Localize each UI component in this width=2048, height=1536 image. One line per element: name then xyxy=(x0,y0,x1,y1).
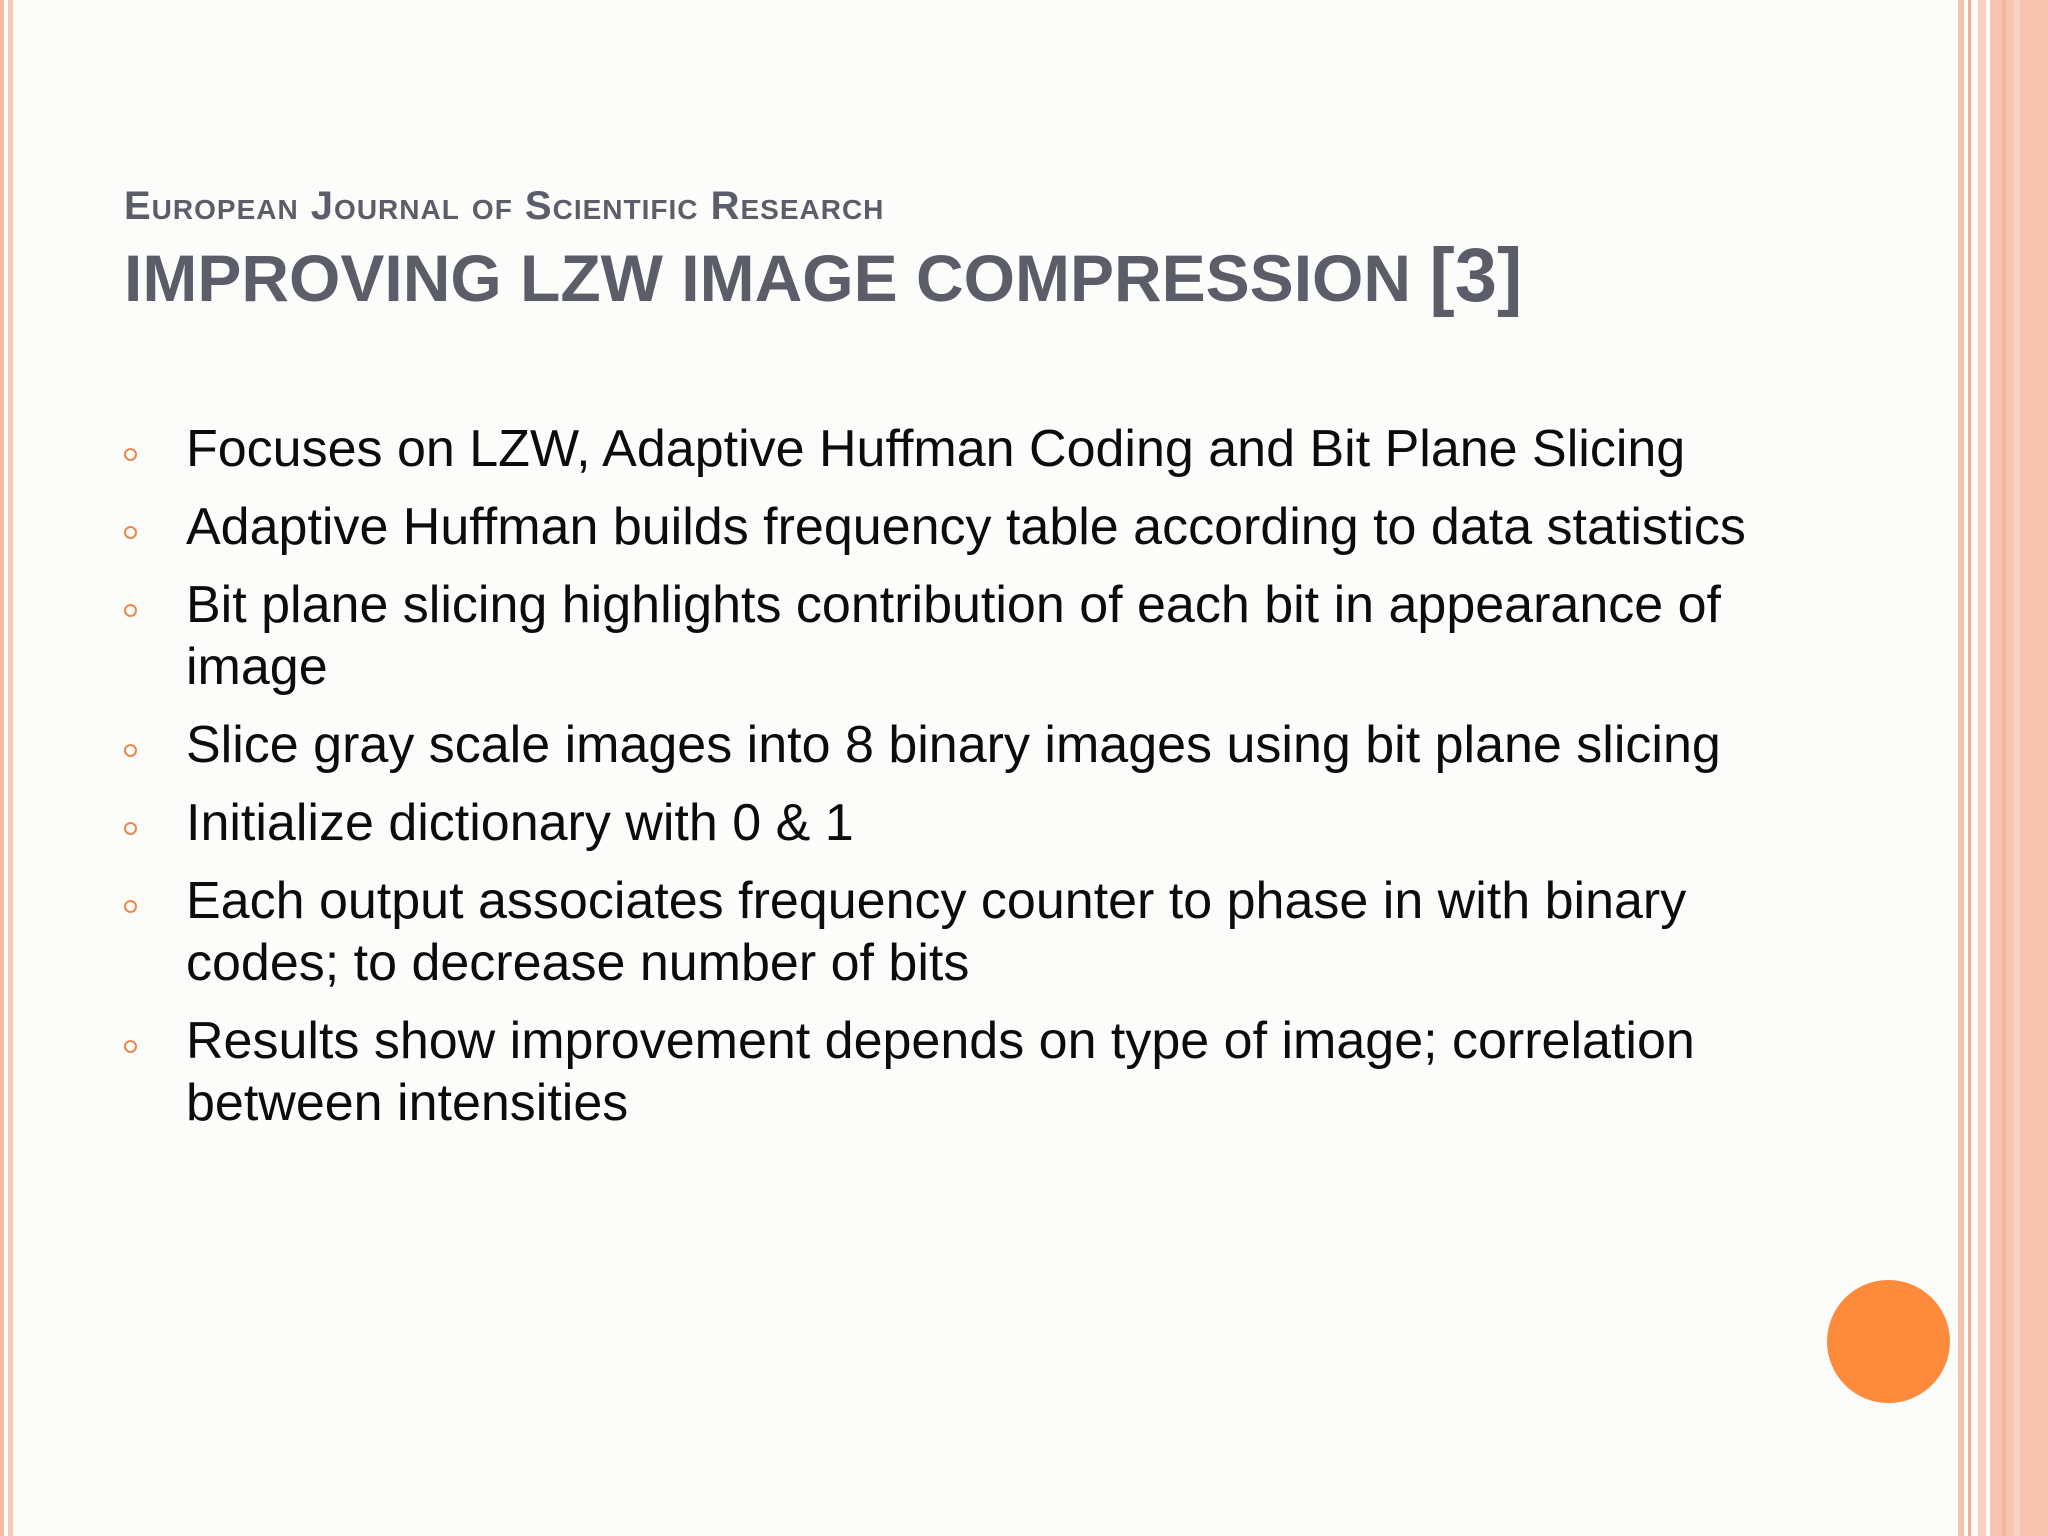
bullet-item xyxy=(124,714,1764,776)
title-block xyxy=(124,178,1904,320)
bullet-list xyxy=(124,418,1764,1150)
bullet-item xyxy=(124,792,1764,854)
bullet-item xyxy=(124,418,1764,480)
bullet-item xyxy=(124,1010,1764,1134)
bullet-text: Focuses on LZW, Adaptive Huffman Coding and Bit Plane Slicing xyxy=(186,420,1686,478)
circle-bullet-icon xyxy=(124,744,137,757)
bullet-item xyxy=(124,574,1764,698)
left-border-stripe xyxy=(8,0,13,1536)
slide-title-text: IMPROVING LZW IMAGE COMPRESSION xyxy=(124,241,1412,315)
circle-bullet-icon xyxy=(124,526,137,539)
right-border-stripe xyxy=(1978,0,1986,1536)
circle-bullet-icon xyxy=(124,900,137,913)
slide-title-reference: [3] xyxy=(1429,233,1523,318)
bullet-item xyxy=(124,496,1764,558)
bullet-text: Adaptive Huffman builds frequency table according to data statistics xyxy=(186,498,1746,556)
bullet-text: Initialize dictionary with 0 & 1 xyxy=(186,794,854,852)
bullet-text: Slice gray scale images into 8 binary images using bit plane slicing xyxy=(186,716,1721,774)
slide-subtitle: European Journal of Scientific Research xyxy=(124,184,885,228)
bullet-item xyxy=(124,870,1764,994)
left-border-stripe xyxy=(0,0,4,1536)
slide-title xyxy=(124,234,1904,320)
circle-bullet-icon xyxy=(124,448,137,461)
right-border-stripe xyxy=(1968,0,1971,1536)
right-border-stripe xyxy=(1958,0,1964,1536)
orange-circle-decoration xyxy=(1827,1280,1950,1403)
circle-bullet-icon xyxy=(124,822,137,835)
right-border-stripe xyxy=(2014,0,2020,1536)
right-border-stripe xyxy=(2002,0,2006,1536)
circle-bullet-icon xyxy=(124,1040,137,1053)
bullet-text: Bit plane slicing highlights contribution of each bit in appearance of image xyxy=(186,576,1721,696)
circle-bullet-icon xyxy=(124,604,137,617)
bullet-text: Each output associates frequency counter to phase in with binary codes; to decrease number of bits xyxy=(186,872,1687,992)
bullet-text: Results show improvement depends on type of image; correlation between intensities xyxy=(186,1012,1695,1132)
